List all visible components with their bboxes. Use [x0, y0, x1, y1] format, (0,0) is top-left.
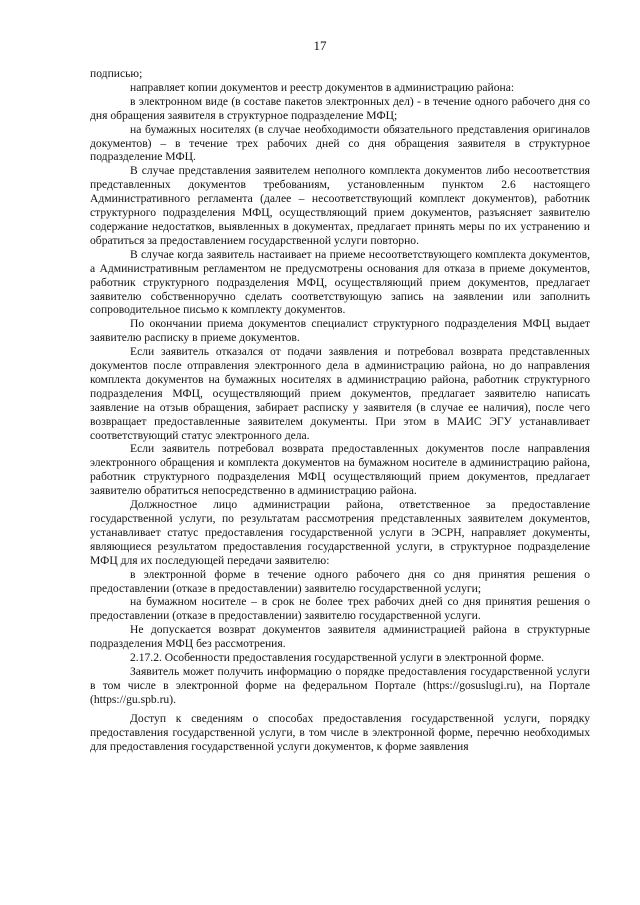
- paragraph: Заявитель может получить информацию о порядке предоставления государственной услуги в том числе в электронной форме на федеральном Портале (https://gosuslugi.ru), на Портале (https://gu.spb.ru).: [90, 664, 590, 706]
- paragraph: Если заявитель отказался от подачи заявления и потребовал возврата представленных документов после отправления электронного дела в администрацию района, но до направления комплекта документов на бумажных носителях в администрацию района, работник структурного подразделения МФЦ, осуществляющий прием документов, предлагает заявителю написать заявление на отзыв обращения, забирает расписку у заявителя (в случае ее наличия), после чего возвращает предоставленные заявителем документы. При этом в МАИС ЭГУ устанавливает соответствующий статус электронного дела.: [90, 345, 590, 442]
- paragraph: на бумажном носителе – в срок не более трех рабочих дней со дня принятия решения о предоставлении (отказе в предоставлении) заявителю государственной услуги.: [90, 595, 590, 623]
- paragraph: на бумажных носителях (в случае необходимости обязательного представления оригиналов документов) – в течение трех рабочих дней со дня обращения заявителя в структурное подразделение МФЦ.: [90, 122, 590, 164]
- paragraph: Должностное лицо администрации района, ответственное за предоставление государственной услуги, по результатам рассмотрения представленных заявителем документов, устанавливает статус предоставления государственной услуги в ЭСРН, направляет документы, являющиеся результатом предоставления государственной услуги, в структурное подразделение МФЦ для их последующей передачи заявителю:: [90, 498, 590, 567]
- paragraph: 2.17.2. Особенности предоставления государственной услуги в электронной форме.: [130, 651, 545, 665]
- paragraph: в электронном виде (в составе пакетов электронных дел) - в течение одного рабочего дня со дня обращения заявителя в структурное подразделение МФЦ;: [90, 94, 590, 122]
- page-number: 17: [313, 38, 327, 53]
- paragraph: По окончании приема документов специалист структурного подразделения МФЦ выдает заявителю расписку в приеме документов.: [90, 317, 590, 345]
- paragraph: В случае представления заявителем неполного комплекта документов либо несоответствия представленных документов требованиям, установленным пунктом 2.6 настоящего Административного регламента (далее – несоответствующий комплект документов), работник структурного подразделения МФЦ, осуществляющий прием документов, разъясняет заявителю содержание недостатков, выявленных в документах, предлагает принять меры по их устранению и обратиться за предоставлением государственной услуги повторно.: [90, 164, 590, 247]
- paragraph: Если заявитель потребовал возврата предоставленных документов после направления электронного обращения и комплекта документов на бумажном носителе в администрацию района, работник структурного подразделения МФЦ осуществляющий прием документов, предлагает заявителю обратиться непосредственно в администрацию района.: [90, 442, 590, 498]
- document-body: [90, 67, 590, 753]
- paragraph: в электронной форме в течение одного рабочего дня со дня принятия решения о предоставлении (отказе в предоставлении) заявителю государственной услуги;: [90, 567, 590, 595]
- paragraph: Доступ к сведениям о способах предоставления государственной услуги, порядку предоставления государственной услуги, в том числе в электронной форме, перечню необходимых для предоставления государственной услуги документов, к форме заявления: [90, 711, 590, 753]
- paragraph: подписью;: [90, 67, 143, 80]
- paragraph: Не допускается возврат документов заявителя администрацией района в структурные подразделения МФЦ без рассмотрения.: [90, 623, 590, 651]
- paragraph: направляет копии документов и реестр документов в администрацию района:: [130, 80, 515, 94]
- paragraph: В случае когда заявитель настаивает на приеме несоответствующего комплекта документов, а Административным регламентом не предусмотрены основания для отказа в приеме документов, работник структурного подразделения МФЦ, осуществляющий прием документов, предлагает заявителю собственноручно сделать соответствующую запись на заявлении или заполнить сопроводительное письмо к комплекту документов.: [90, 247, 590, 317]
